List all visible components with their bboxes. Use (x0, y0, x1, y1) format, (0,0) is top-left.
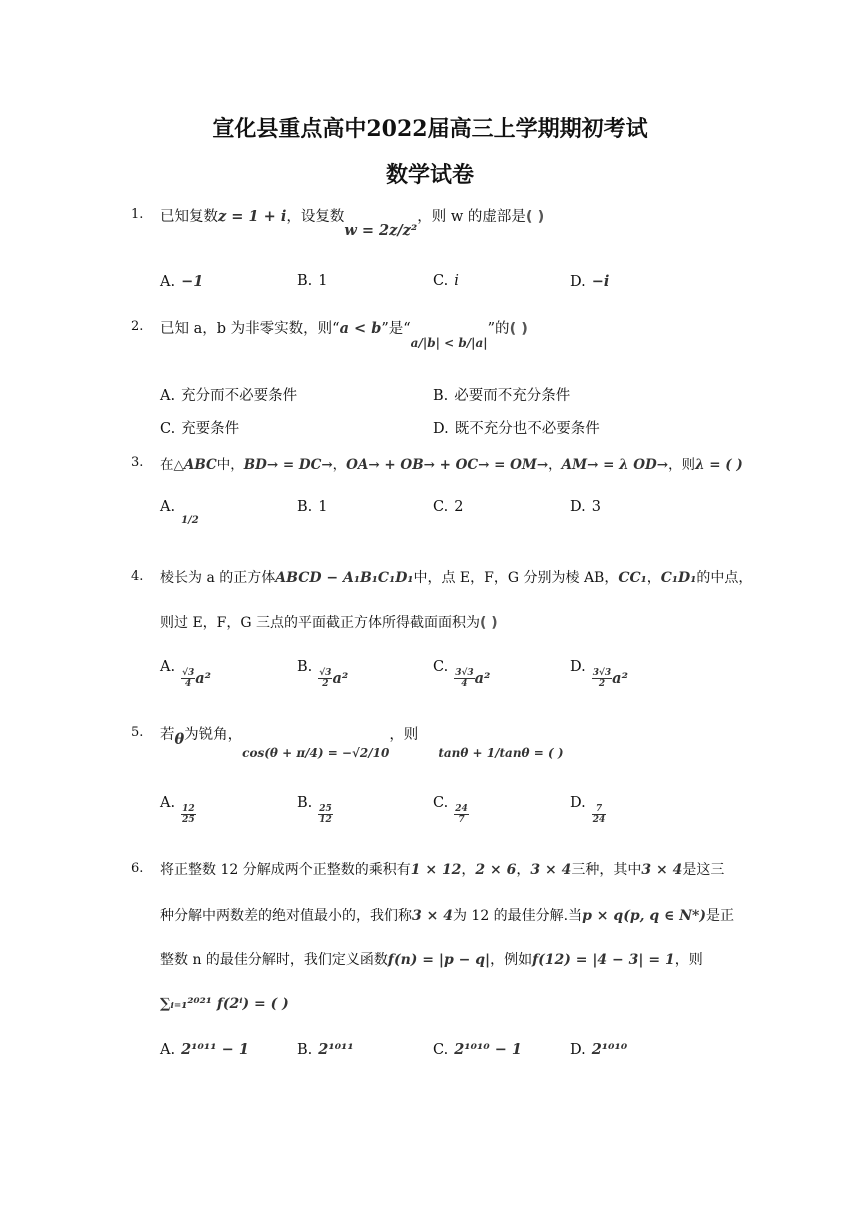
option-label: C. (160, 421, 176, 437)
formula: w = 2z/z² (344, 222, 418, 239)
formula: 3 × 4 (530, 862, 572, 878)
formula: f(12) = |4 − 3| = 1 (532, 952, 675, 968)
denominator: 4 (461, 679, 468, 689)
option-tail: a² (332, 669, 349, 687)
option-label: D. (570, 274, 586, 290)
stem-text: 则过 E，F，G 三点的平面截正方体所得截面面积为 (160, 615, 481, 631)
question-number: 1. (131, 207, 144, 222)
formula: ∑ᵢ₌₁²⁰²¹ f(2ⁱ) = ( ) (160, 996, 289, 1012)
option-label: D. (570, 794, 586, 811)
option-value: 2¹⁰¹⁰ − 1 (454, 1041, 523, 1058)
option-b (297, 792, 333, 825)
option-c (433, 792, 469, 825)
option-a (160, 384, 297, 405)
stem-text: ，例如 (490, 952, 533, 968)
stem-text: ”的 (487, 321, 510, 337)
option-a (160, 1041, 249, 1058)
option-label: D. (570, 658, 586, 675)
stem-text: 整数 n 的最佳分解时，我们定义函数 (160, 952, 388, 968)
denominator: 24 (592, 815, 606, 825)
denominator: 25 (182, 815, 195, 825)
formula: △ABC (173, 457, 217, 473)
stem-text: 已知 a，b 为非零实数，则“ (160, 321, 340, 337)
numerator: 3√3 (455, 668, 474, 678)
stem-text: ，则 (674, 952, 703, 968)
formula: a < b (339, 320, 382, 337)
option-d (570, 656, 628, 689)
numerator: √3 (182, 668, 195, 678)
question-stem (160, 453, 743, 473)
option-b (297, 656, 349, 689)
option-fraction (454, 804, 469, 825)
option-label: A. (160, 1042, 176, 1058)
option-fraction (181, 804, 196, 825)
stem-text: ，则 w 的虚部是 (417, 209, 526, 225)
question-number: 6. (131, 861, 144, 876)
denominator: 4 (185, 679, 192, 689)
denominator: 12 (319, 815, 332, 825)
option-value: i (454, 273, 459, 289)
stem-text: 中， (216, 457, 244, 473)
option-d (570, 499, 601, 515)
stem-text: ”是“ (381, 321, 411, 337)
stem-text: ，则 (668, 457, 696, 473)
option-a (160, 273, 203, 290)
formula: 1 × 12 (410, 862, 462, 878)
formula: AM→ = λ OD→ (561, 457, 669, 473)
answer-blank: ( ) (525, 209, 545, 225)
denominator: 2 (322, 679, 329, 689)
option-label: C. (433, 658, 449, 675)
option-value: 3 (591, 499, 601, 515)
option-label: D. (570, 1042, 586, 1058)
option-label: B. (297, 273, 313, 289)
denominator: 2 (598, 679, 606, 689)
option-a (160, 792, 196, 825)
numerator: 25 (319, 804, 332, 814)
option-c (433, 656, 491, 689)
formula: f(n) = |p − q| (387, 952, 491, 968)
stem-text: 种分解中两数差的绝对值最小的，我们称 (160, 908, 412, 924)
formula: ABCD − A₁B₁C₁D₁ (275, 570, 414, 586)
stem-text: 为 12 的最佳分解.当 (452, 908, 583, 924)
stem-text: ， (646, 570, 661, 586)
option-label: A. (160, 274, 176, 290)
stem-text: ， (332, 457, 347, 473)
option-label: B. (297, 658, 313, 675)
option-value: 2¹⁰¹¹ − 1 (181, 1041, 249, 1058)
page-subtitle: 数学试卷 (385, 162, 474, 188)
formula: θ (174, 731, 185, 748)
formula: p × q(p, q ∈ N*) (582, 908, 707, 924)
stem-text: 棱长为 a 的正方体 (160, 570, 276, 586)
stem-text: ，则 (389, 727, 419, 743)
numerator: 24 (455, 804, 468, 814)
option-label: B. (297, 794, 313, 811)
option-label: C. (433, 273, 449, 289)
option-c (433, 499, 463, 515)
denominator: 7 (458, 815, 465, 825)
option-label: A. (160, 794, 176, 811)
question-number: 3. (131, 455, 144, 470)
option-label: D. (570, 499, 586, 515)
option-d (570, 1041, 627, 1058)
question-stem-line-4 (160, 996, 289, 1012)
question-stem (160, 567, 752, 587)
question-stem-line-2 (160, 612, 498, 632)
stem-text: 已知复数 (160, 209, 218, 225)
option-value: −i (591, 273, 610, 290)
question-stem-line-2 (160, 905, 734, 925)
option-fraction (318, 804, 333, 825)
stem-text: 的中点， (696, 570, 753, 586)
option-fraction (592, 668, 612, 689)
option-b (297, 1041, 354, 1058)
stem-text: 中，点 E，F，G 分别为棱 AB， (413, 570, 619, 586)
option-value: 必要而不充分条件 (454, 388, 571, 404)
stem-text: 为锐角， (184, 727, 243, 743)
option-d (570, 792, 606, 825)
formula: C₁D₁ (660, 570, 697, 586)
formula: a/|b| < b/|a| (410, 336, 488, 350)
option-c (433, 1041, 522, 1058)
formula: cos(θ + π/4) = −√2/10 (242, 746, 390, 760)
numerator: 7 (592, 804, 607, 815)
option-value: −1 (181, 273, 204, 290)
question-stem (160, 859, 724, 879)
option-label: B. (297, 1042, 313, 1058)
numerator: 12 (182, 804, 195, 814)
option-label: C. (433, 499, 449, 515)
formula: CC₁ (618, 570, 647, 586)
question-number: 4. (131, 569, 144, 584)
option-value: 1 (318, 273, 328, 289)
stem-text: 在 (160, 457, 174, 473)
option-value: 1/2 (181, 515, 199, 526)
option-label: D. (433, 421, 449, 437)
option-a (160, 499, 199, 526)
option-label: B. (297, 499, 313, 515)
stem-text: ， (548, 457, 562, 473)
stem-text: ， (516, 862, 531, 878)
question-stem (160, 205, 545, 239)
option-d (433, 417, 600, 438)
option-value: 1 (318, 499, 328, 515)
option-label: B. (433, 388, 449, 404)
option-tail: a² (474, 669, 491, 687)
option-label: C. (433, 1042, 449, 1058)
formula: OA→ + OB→ + OC→ = OM→ (346, 457, 549, 473)
option-tail: a² (612, 669, 628, 687)
stem-text: ， (461, 862, 476, 878)
formula: 3 × 4 (641, 862, 683, 878)
stem-text: 是这三 (682, 862, 725, 878)
formula: BD→ = DC→ (243, 457, 333, 473)
option-b (433, 384, 570, 405)
formula: 3 × 4 (412, 908, 453, 924)
answer-blank: ( ) (480, 615, 498, 631)
formula: λ = ( ) (695, 457, 743, 473)
option-label: A. (160, 499, 176, 515)
option-fraction (181, 668, 195, 689)
formula: z = 1 + i (218, 208, 287, 225)
answer-blank: ( ) (509, 321, 528, 337)
page-title: 宣化县重点高中2022届高三上学期期初考试 (212, 116, 648, 142)
option-value: 2 (454, 499, 464, 515)
option-label: A. (160, 388, 176, 404)
numerator: 3√3 (592, 668, 612, 678)
option-tail: a² (195, 669, 212, 687)
option-value: 2¹⁰¹⁰ (591, 1041, 628, 1058)
question-stem (160, 317, 528, 350)
stem-text: 是正 (706, 908, 735, 924)
option-b (297, 499, 328, 515)
formula: 2 × 6 (475, 862, 517, 878)
question-number: 2. (131, 319, 144, 334)
option-value: 既不充分也不必要条件 (454, 421, 600, 437)
stem-text: 若 (160, 727, 175, 743)
option-a (160, 656, 212, 689)
question-stem-line-3 (160, 949, 703, 969)
option-fraction (318, 668, 332, 689)
stem-text: ，设复数 (286, 209, 345, 225)
question-number: 5. (131, 725, 144, 740)
option-c (433, 273, 459, 289)
option-b (297, 273, 328, 289)
option-label: C. (433, 794, 449, 811)
option-value: 充分而不必要条件 (181, 388, 298, 404)
option-c (160, 417, 239, 438)
option-fraction (454, 668, 474, 689)
option-value: 2¹⁰¹¹ (318, 1041, 354, 1058)
option-fraction (592, 804, 607, 825)
option-d (570, 273, 609, 290)
option-value: 充要条件 (181, 421, 240, 437)
formula: tanθ + 1/tanθ = ( ) (438, 746, 564, 760)
stem-text: 将正整数 12 分解成两个正整数的乘积有 (160, 862, 411, 878)
numerator: √3 (319, 668, 332, 678)
option-label: A. (160, 658, 176, 675)
stem-text: 三种，其中 (571, 862, 642, 878)
